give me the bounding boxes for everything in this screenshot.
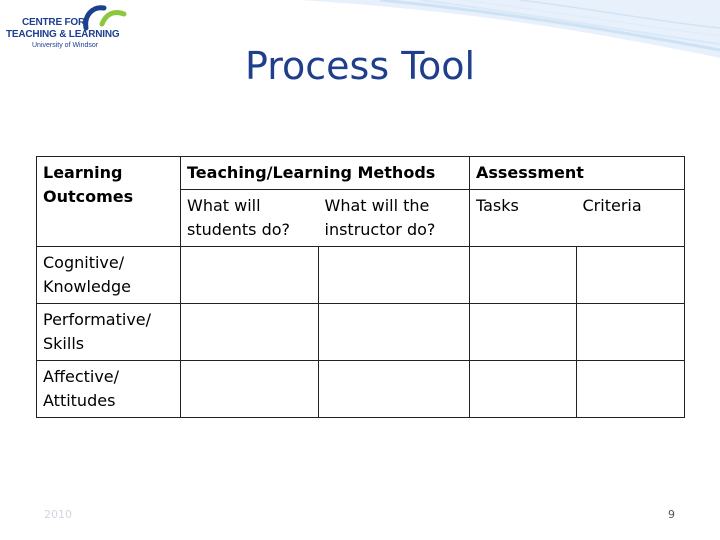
table-header-row: [37, 157, 685, 190]
table-row: [37, 304, 685, 361]
methods-header: Teaching/Learning Methods: [181, 157, 470, 190]
row-label-affective: Affective/ Attitudes: [37, 361, 181, 418]
page-number: 9: [668, 508, 675, 521]
table-cell[interactable]: [470, 247, 577, 304]
table-row: [37, 247, 685, 304]
assessment-header: Assessment: [470, 157, 685, 190]
table-cell[interactable]: [577, 304, 685, 361]
row-label-performative: Performative/ Skills: [37, 304, 181, 361]
footer-year: 2010: [44, 508, 72, 521]
logo-swoosh-icon: [78, 4, 130, 32]
assessment-criteria-cell: Criteria: [577, 190, 685, 247]
logo-line-3: University of Windsor: [32, 42, 99, 49]
table-cell[interactable]: [181, 304, 319, 361]
methods-students-cell: What will students do?: [181, 190, 319, 247]
table-cell[interactable]: [319, 247, 470, 304]
logo-line-2: TEACHING & LEARNING: [6, 29, 120, 40]
table-cell[interactable]: [319, 304, 470, 361]
row-label-cognitive: Cognitive/ Knowledge: [37, 247, 181, 304]
table-cell[interactable]: [577, 361, 685, 418]
logo-line-1: CENTRE FOR: [22, 17, 86, 28]
learning-outcomes-header: Learning Outcomes: [37, 157, 181, 247]
table-cell[interactable]: [470, 361, 577, 418]
slide-title: Process Tool: [244, 44, 476, 88]
table-cell[interactable]: [319, 361, 470, 418]
methods-instructor-cell: What will the instructor do?: [319, 190, 470, 247]
table-cell[interactable]: [470, 304, 577, 361]
table-cell[interactable]: [577, 247, 685, 304]
assessment-tasks-cell: Tasks: [470, 190, 577, 247]
table-cell[interactable]: [181, 361, 319, 418]
table-row: [37, 361, 685, 418]
table-cell[interactable]: [181, 247, 319, 304]
process-tool-table: [36, 156, 685, 418]
